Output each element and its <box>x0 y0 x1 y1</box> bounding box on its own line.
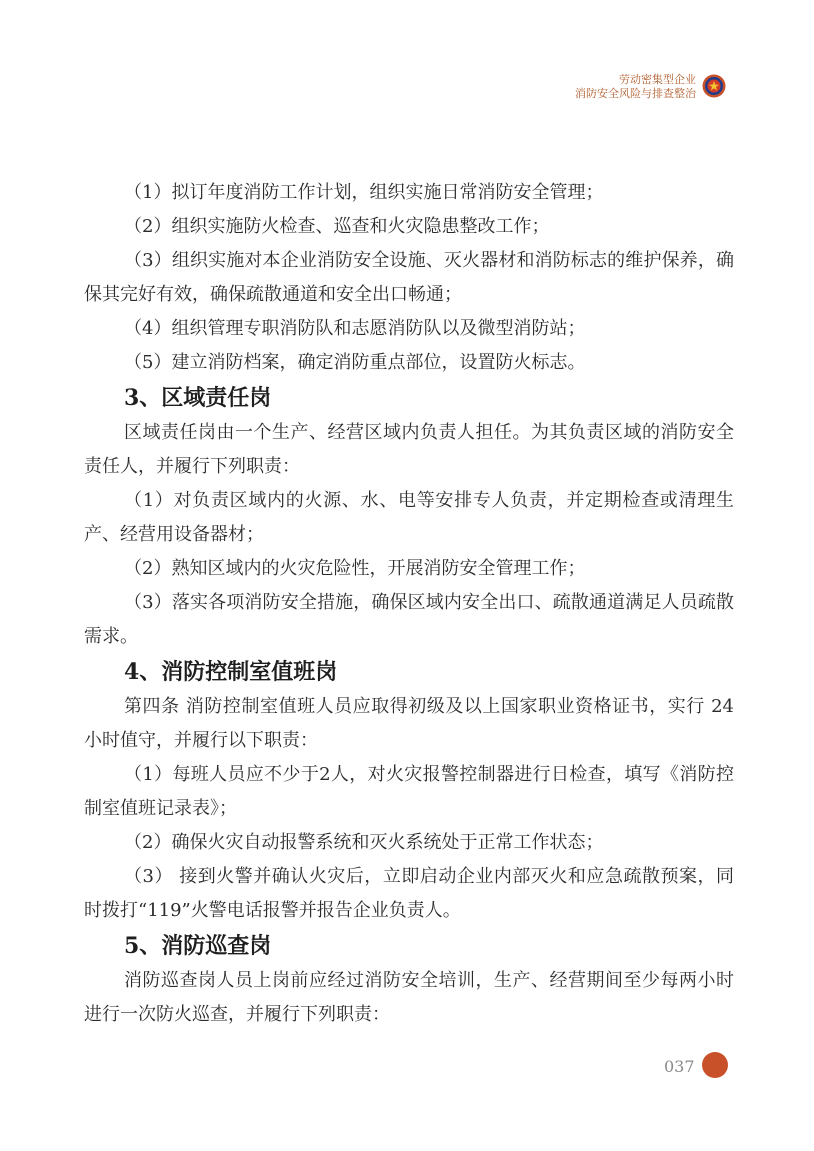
paragraph: （3）组织实施对本企业消防安全设施、灭火器材和消防标志的维护保养，确保其完好有效，确保疏散通道和安全出口畅通； <box>84 250 734 305</box>
running-header <box>575 73 696 101</box>
paragraph: （2）确保火灾自动报警系统和灭火系统处于正常工作状态； <box>124 832 604 853</box>
paragraph: 第四条 消防控制室值班人员应取得初级及以上国家职业资格证书，实行 24 小时值守，并履行以下职责： <box>84 696 734 751</box>
header-line-1: 劳动密集型企业 <box>619 73 696 86</box>
paragraph: （1）对负责区域内的火源、水、电等安排专人负责，并定期检查或清理生产、经营用设备器材； <box>84 490 734 545</box>
fire-emblem-icon <box>702 74 726 98</box>
paragraph: （4）组织管理专职消防队和志愿消防队以及微型消防站； <box>124 318 586 339</box>
section-heading: 5、消防巡查岗 <box>124 933 272 959</box>
paragraph: （1）每班人员应不少于2人，对火灾报警控制器进行日检查，填写《消防控制室值班记录表》； <box>84 764 734 819</box>
paragraph: 消防巡查岗人员上岗前应经过消防安全培训，生产、经营期间至少每两小时进行一次防火巡查，并履行下列职责： <box>84 970 734 1025</box>
paragraph: （2）组织实施防火检查、巡查和火灾隐患整改工作； <box>124 216 550 237</box>
paragraph: （5）建立消防档案，确定消防重点部位，设置防火标志。 <box>124 352 586 373</box>
section-heading: 4、消防控制室值班岗 <box>124 659 338 685</box>
paragraph: 区域责任岗由一个生产、经营区域内负责人担任。为其负责区域的消防安全责任人，并履行下列职责： <box>84 422 734 477</box>
paragraph: （2）熟知区域内的火灾危险性，开展消防安全管理工作； <box>124 558 586 579</box>
page-body <box>84 176 734 1032</box>
section-heading: 3、区域责任岗 <box>124 385 272 411</box>
header-line-2: 消防安全风险与排查整治 <box>575 87 696 100</box>
paragraph: （1）拟订年度消防工作计划，组织实施日常消防安全管理； <box>124 182 604 203</box>
paragraph: （3）落实各项消防安全措施，确保区域内安全出口、疏散通道满足人员疏散需求。 <box>84 592 734 647</box>
page-number: 037 <box>664 1057 695 1076</box>
page-number-dot <box>702 1052 728 1078</box>
paragraph: （3） 接到火警并确认火灾后，立即启动企业内部灭火和应急疏散预案，同时拨打“119”火警电话报警并报告企业负责人。 <box>84 866 734 921</box>
